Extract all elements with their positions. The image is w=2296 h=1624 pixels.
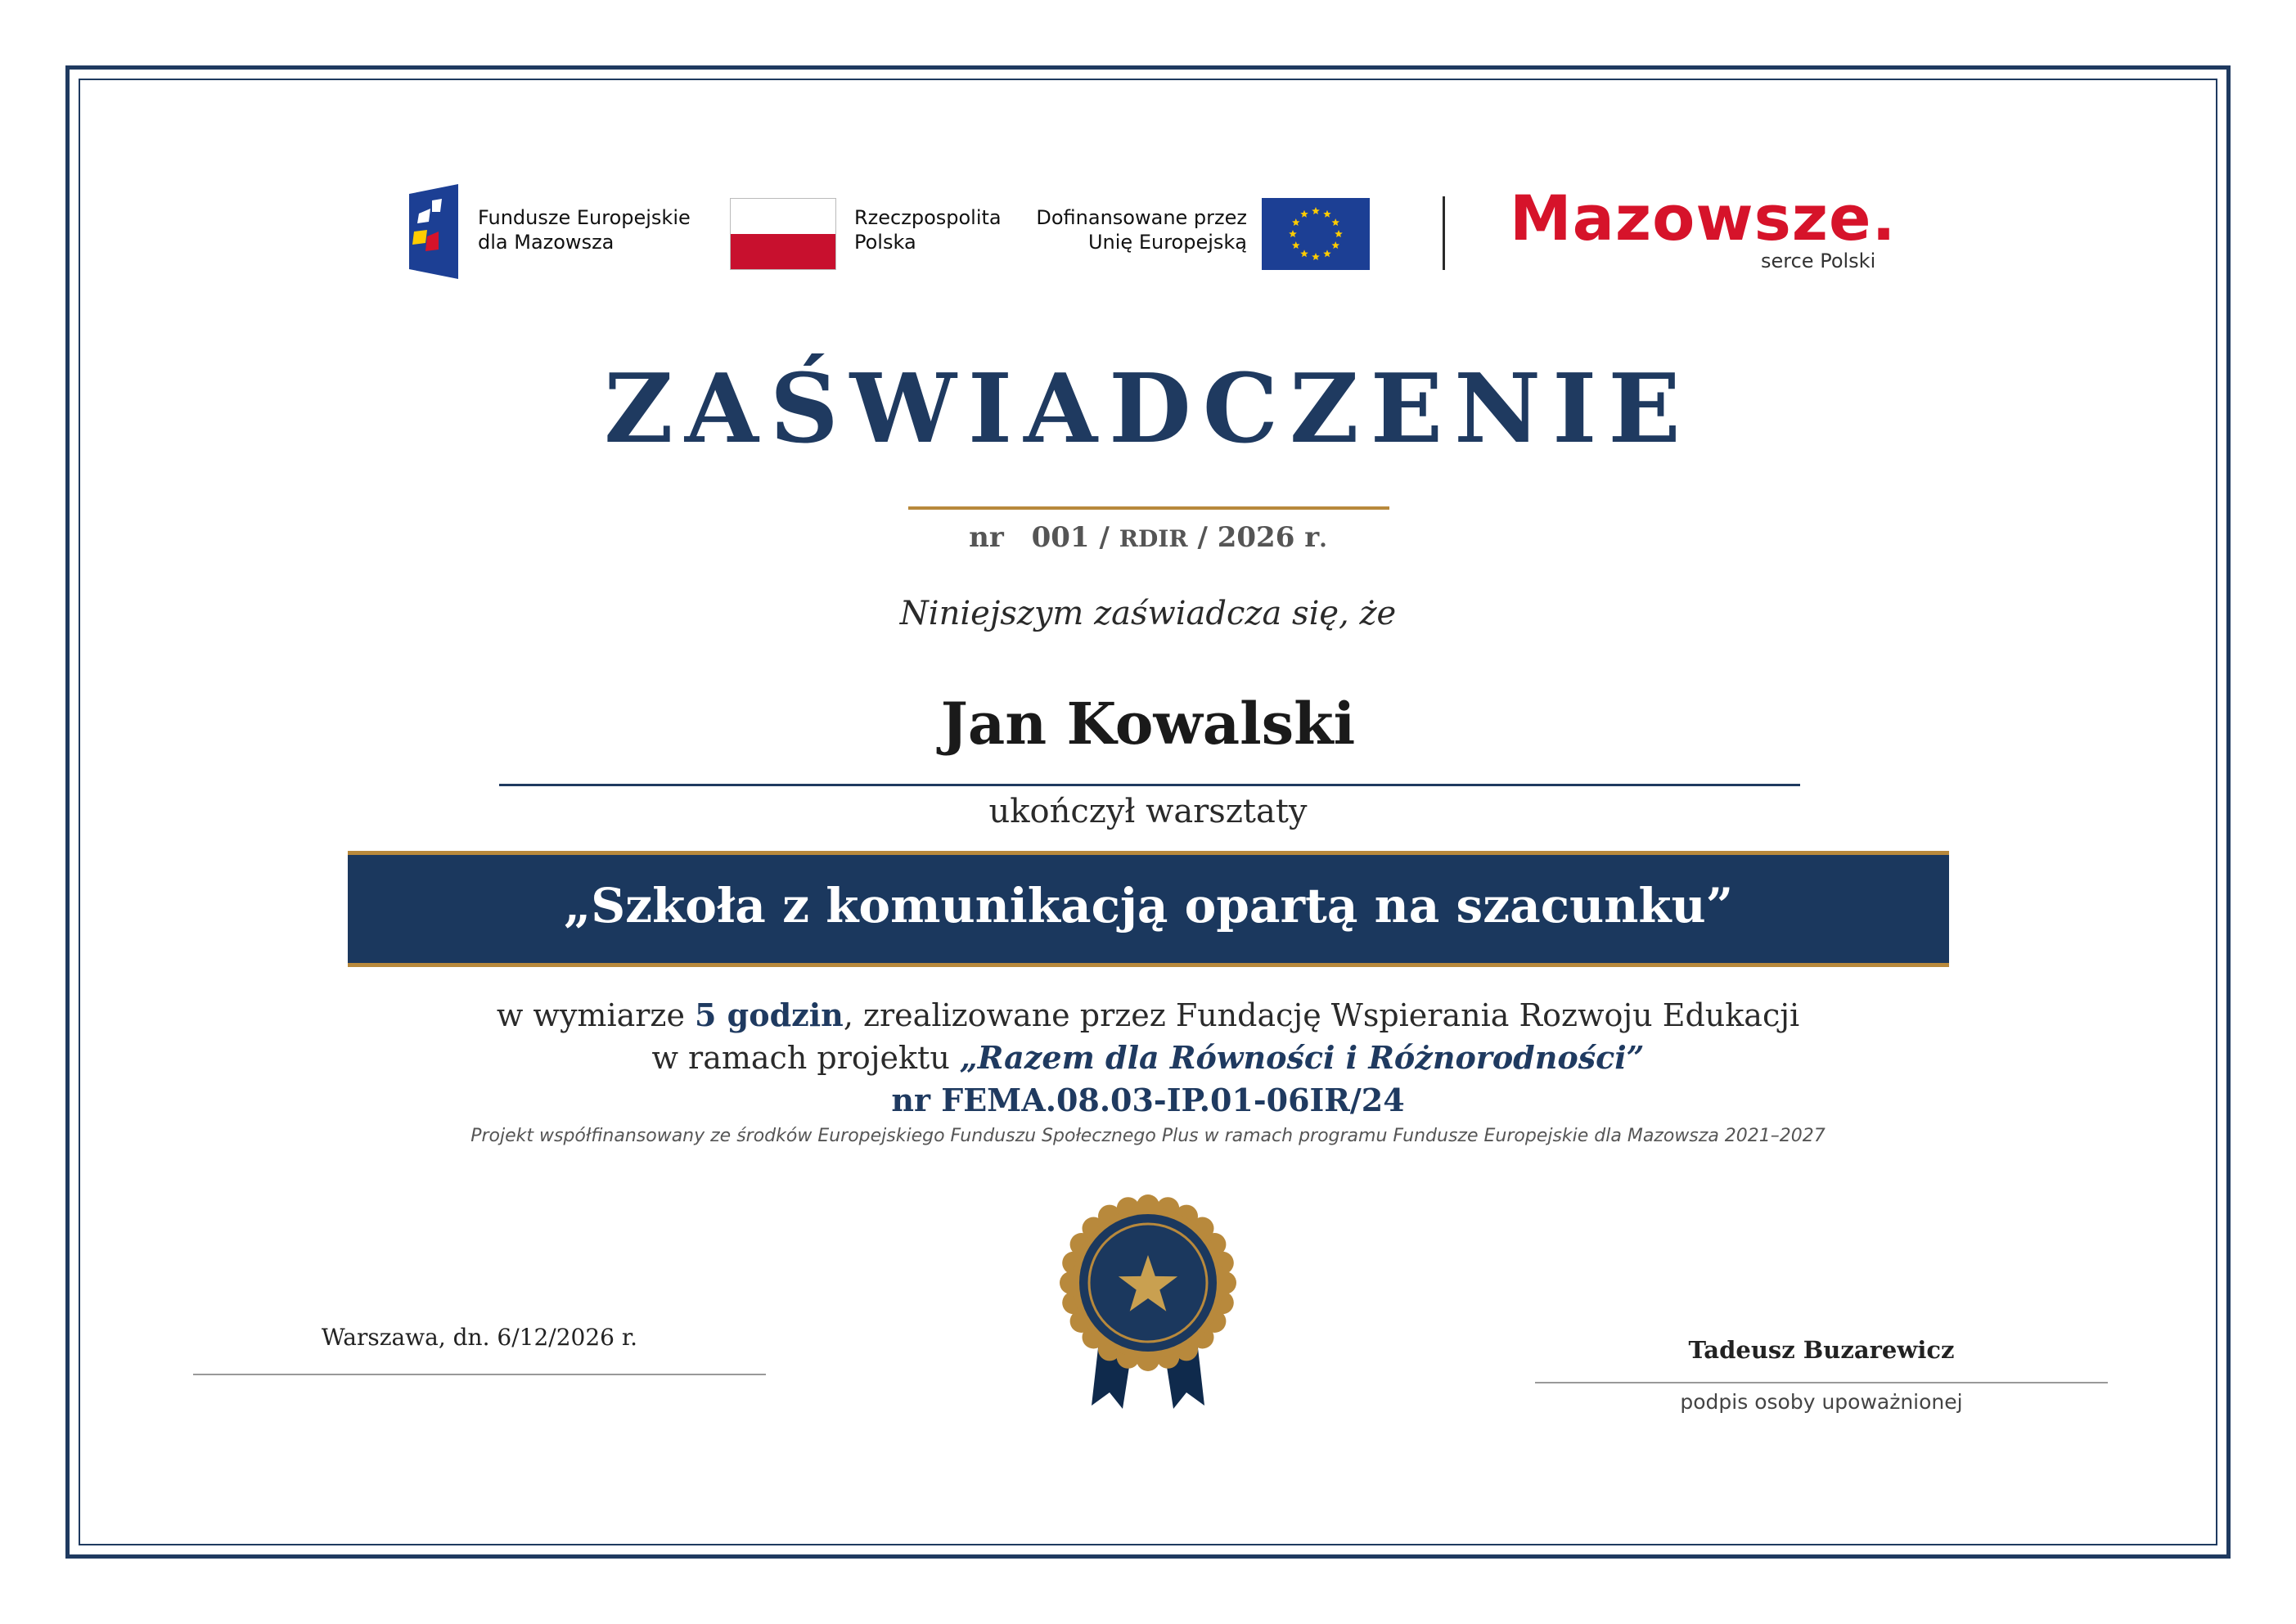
number-year: 2026 r bbox=[1217, 521, 1320, 554]
eu-flag-icon bbox=[1262, 198, 1370, 270]
eu-line1: Dofinansowane przez bbox=[1036, 206, 1247, 229]
certificate-number bbox=[0, 517, 2296, 560]
workshop-title: „Szkoła z komunikacją opartą na szacunku” bbox=[563, 878, 1734, 933]
title-underline bbox=[908, 506, 1389, 510]
details-line1 bbox=[0, 993, 2296, 1037]
rp-line1: Rzeczpospolita bbox=[854, 206, 1002, 229]
number-code: RDIR bbox=[1119, 525, 1188, 552]
place-date-line bbox=[193, 1374, 766, 1375]
fe-line2: dla Mazowsza bbox=[478, 231, 615, 254]
eu-logo-text bbox=[1031, 205, 1247, 254]
number-prefix: nr bbox=[969, 521, 1004, 554]
hours: 5 godzin bbox=[695, 996, 844, 1033]
project-name: „Razem dla Równości i Różnorodności” bbox=[959, 1039, 1645, 1076]
signature-caption: podpis osoby upoważnionej bbox=[1680, 1390, 1963, 1414]
number-sep2: / bbox=[1197, 521, 1208, 554]
intro-text: Niniejszym zaświadcza się, że bbox=[899, 595, 1397, 632]
fe-logo-icon bbox=[409, 184, 461, 279]
number-dot: . bbox=[1319, 525, 1327, 552]
details-part2: , zrealizowane przez Fundację Wspierania Rozwoju Edukacji bbox=[843, 997, 1800, 1033]
logo-separator bbox=[1443, 196, 1445, 270]
rp-logo-text bbox=[854, 205, 1002, 254]
details-line2 bbox=[0, 1036, 2296, 1080]
project-number: nr FEMA.08.03-IP.01-06IR/24 bbox=[891, 1082, 1405, 1118]
completed-text: ukończył warsztaty bbox=[988, 793, 1308, 830]
project-prefix: w ramach projektu bbox=[651, 1040, 960, 1076]
workshop-banner bbox=[348, 851, 1949, 967]
mazowsze-logo: Mazowsze. bbox=[1510, 182, 1897, 254]
number-value: 001 bbox=[1031, 521, 1090, 554]
signer-name: Tadeusz Buzarewicz bbox=[1688, 1336, 1955, 1364]
number-sep1: / bbox=[1099, 521, 1110, 554]
seal-rosette-icon bbox=[1057, 1194, 1239, 1409]
logo-bar bbox=[0, 176, 2296, 290]
name-underline bbox=[499, 784, 1800, 786]
rp-line2: Polska bbox=[854, 231, 916, 254]
recipient-name: Jan Kowalski bbox=[940, 690, 1356, 758]
polish-flag-icon bbox=[730, 198, 836, 270]
fe-logo-text bbox=[478, 205, 691, 254]
details-part1: w wymiarze bbox=[496, 997, 696, 1033]
eu-line2: Unię Europejską bbox=[1087, 231, 1247, 254]
fe-line1: Fundusze Europejskie bbox=[478, 206, 691, 229]
place-date: Warszawa, dn. 6/12/2026 r. bbox=[321, 1324, 638, 1351]
funding-note: Projekt współfinansowany ze środków Europejskiego Funduszu Społecznego Plus w ramach programu Fundusze Europejskie dla Mazowsza 2021–2027 bbox=[470, 1126, 1826, 1146]
certificate-title: ZAŚWIADCZENIE bbox=[604, 353, 1692, 465]
signature-line bbox=[1535, 1382, 2108, 1383]
mazowsze-tagline: serce Polski bbox=[1761, 250, 1876, 272]
